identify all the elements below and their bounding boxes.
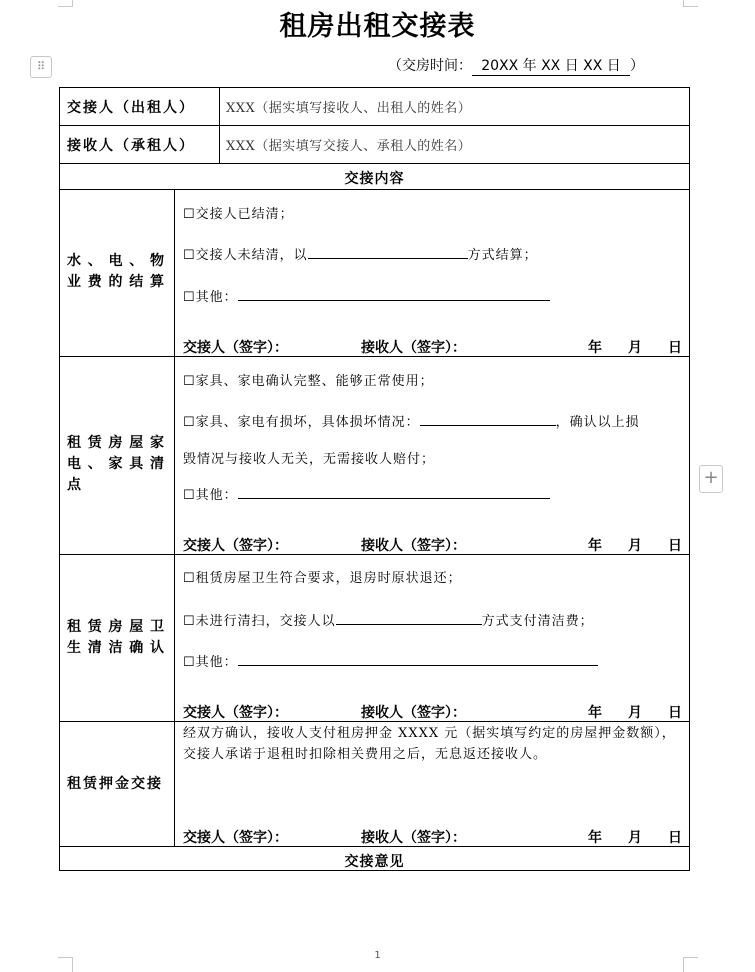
option-suffix: 方式支付清洁费； — [481, 614, 594, 629]
option-clean[interactable] — [183, 567, 462, 586]
option-other[interactable] — [183, 651, 598, 670]
receiver-label: 接收人（承租人） — [67, 138, 195, 154]
page-number: 1 — [374, 950, 381, 961]
option-text: ☐交接人已结清； — [183, 207, 294, 222]
document-title: 租房出租交接表 — [279, 11, 476, 42]
column-rule — [219, 87, 220, 164]
signature-giver[interactable]: 交接人（签字）： — [183, 830, 288, 846]
section-label-cleaning: 租赁房屋卫生清洁确认 — [67, 619, 167, 656]
option-text: 毁情况与接收人无关，无需接收人赔付； — [183, 452, 436, 467]
handover-time-close: ） — [630, 58, 644, 74]
option-other[interactable] — [183, 286, 550, 305]
signature-giver[interactable]: 交接人（签字）： — [183, 340, 288, 356]
option-not-cleaned[interactable] — [183, 610, 594, 629]
handover-time — [388, 55, 644, 76]
deposit-paragraph: 经双方确认，接收人支付租房押金 XXXX 元（据实填写约定的房屋押金数额），交接人承诺于退租时扣除相关费用之后，无息返还接收人。 — [183, 726, 676, 762]
section-label-appliances: 租赁房屋家电、家具清点 — [67, 435, 167, 493]
option-text: ☐交接人未结清，以 — [183, 248, 308, 263]
blank-line[interactable] — [308, 246, 468, 259]
signature-giver[interactable]: 交接人（签字）： — [183, 705, 288, 721]
row-rule — [59, 125, 690, 126]
blank-line[interactable] — [336, 612, 482, 625]
signature-month: 月 — [628, 830, 642, 846]
receiver-name[interactable]: XXX（据实填写交接人、承租人的姓名） — [226, 139, 472, 154]
option-text: ☐家具、家电有损坏，具体损坏情况： — [183, 415, 420, 430]
table-border-top — [59, 87, 690, 88]
table-move-handle[interactable] — [30, 56, 52, 78]
signature-day: 日 — [668, 538, 682, 554]
signature-month: 月 — [628, 705, 642, 721]
table-border-left — [59, 87, 60, 871]
blank-line[interactable] — [238, 486, 550, 499]
table-border-right — [689, 87, 690, 871]
option-damaged-continued — [183, 448, 435, 467]
section-label-utilities: 水、电、物业费的结算 — [67, 253, 167, 290]
section-label-deposit: 租赁押金交接 — [67, 776, 163, 792]
giver-name[interactable]: XXX（据实填写接收人、出租人的姓名） — [226, 101, 472, 116]
handover-time-label: （交房时间： — [388, 58, 472, 74]
giver-label: 交接人（出租人） — [67, 100, 195, 116]
option-damaged[interactable] — [183, 411, 640, 430]
signature-receiver[interactable]: 接收人（签字）： — [361, 705, 466, 721]
signature-day: 日 — [668, 340, 682, 356]
option-text: ☐其他： — [183, 655, 238, 670]
signature-receiver[interactable]: 接收人（签字）： — [361, 830, 466, 846]
option-text: ☐未进行清扫，交接人以 — [183, 614, 336, 629]
blank-line[interactable] — [238, 653, 598, 666]
option-suffix: 方式结算； — [467, 248, 538, 263]
plus-icon: + — [703, 467, 719, 488]
signature-year: 年 — [588, 340, 602, 356]
row-rule — [59, 189, 690, 190]
signature-day: 日 — [668, 830, 682, 846]
signature-year: 年 — [588, 538, 602, 554]
option-text: ☐家具、家电确认完整、能够正常使用； — [183, 374, 434, 389]
option-text: ☐其他： — [183, 488, 238, 503]
blank-line[interactable] — [420, 413, 556, 426]
signature-giver[interactable]: 交接人（签字）： — [183, 538, 288, 554]
option-intact[interactable] — [183, 370, 434, 389]
signature-month: 月 — [628, 340, 642, 356]
signature-year: 年 — [588, 705, 602, 721]
signature-year: 年 — [588, 830, 602, 846]
option-suffix: ，确认以上损 — [555, 415, 640, 430]
signature-day: 日 — [668, 705, 682, 721]
option-unsettled[interactable] — [183, 244, 538, 263]
opinion-heading: 交接意见 — [344, 854, 405, 870]
signature-receiver[interactable]: 接收人（签字）： — [361, 340, 466, 356]
add-row-button[interactable] — [699, 465, 723, 493]
handover-time-value[interactable]: 20XX 年 XX 日 XX 日 — [472, 55, 630, 76]
blank-line[interactable] — [238, 288, 550, 301]
drag-handle-icon: ⠿ — [36, 60, 46, 73]
row-rule — [59, 163, 690, 164]
signature-month: 月 — [628, 538, 642, 554]
option-settled[interactable] — [183, 203, 294, 222]
content-heading: 交接内容 — [344, 171, 405, 187]
column-rule — [174, 189, 175, 846]
option-text: ☐其他： — [183, 290, 238, 305]
signature-receiver[interactable]: 接收人（签字）： — [361, 538, 466, 554]
option-other[interactable] — [183, 484, 550, 503]
option-text: ☐租赁房屋卫生符合要求，退房时原状退还； — [183, 571, 462, 586]
